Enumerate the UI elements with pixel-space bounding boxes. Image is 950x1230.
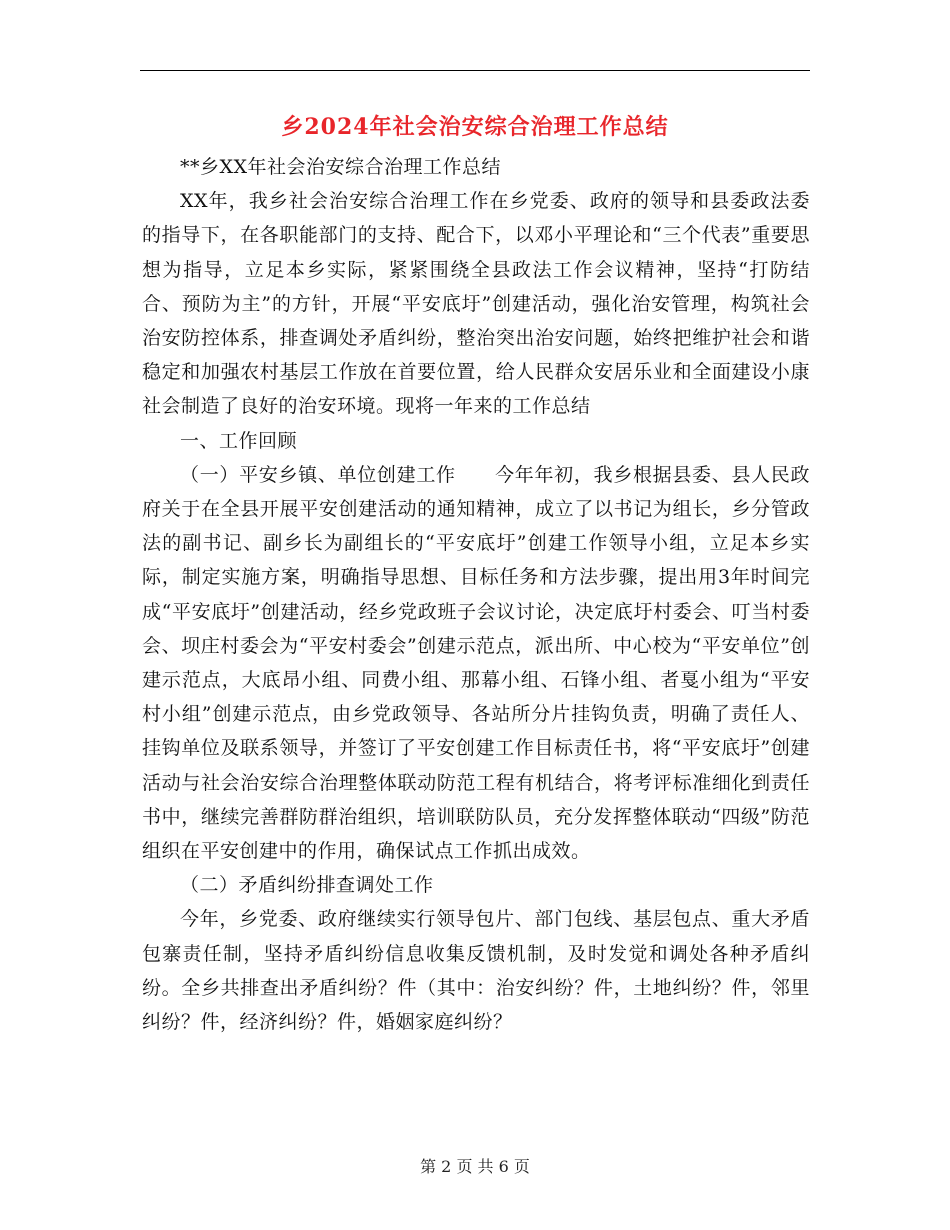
safety-creation-paragraph: （一）平安乡镇、单位创建工作 今年年初，我乡根据县委、县人民政府关于在全县开展平安创建活动的通知精神，成立了以书记为组长，乡分管政法的副书记、副乡长为副组长的“平安底圩”创建工作领导小组，立足本乡实际，制定实施方案，明确指导思想、目标任务和方法步骤，提出用3年时间完成“平安底圩”创建活动，经乡党政班子会议讨论，决定底圩村委会、叮当村委会、坝庄村委会为“平安村委会”创建示范点，派出所、中心校为“平安单位”创建示范点，大底昂小组、同费小组、那幕小组、石锋小组、者戛小组为“平安村小组”创建示范点，由乡党政领导、各站所分片挂钩负责，明确了责任人、挂钩单位及联系领导，并签订了平安创建工作目标责任书，将“平安底圩”创建活动与社会治安综合治理整体联动防范工程有机结合，将考评标准细化到责任书中，继续完善群防群治组织，培训联防队员，充分发挥整体联动“四级”防范组织在平安创建中的作用，确保试点工作抓出成效。	[142, 463, 810, 863]
subsection-heading-disputes: （二）矛盾纠纷排查调处工作	[180, 874, 434, 897]
section-heading-review: 一、工作回顾	[180, 429, 298, 452]
document-title: 乡2024年社会治安综合治理工作总结	[281, 114, 669, 140]
page-number-footer: 第 2 页 共 6 页	[420, 1157, 530, 1176]
document-body	[142, 150, 810, 1039]
intro-paragraph: XX年，我乡社会治安综合治理工作在乡党委、政府的领导和县委政法委的指导下，在各职能部门的支持、配合下，以邓小平理论和“三个代表”重要思想为指导，立足本乡实际，紧紧围绕全县政法工作会议精神，坚持“打防结合、预防为主”的方针，开展“平安底圩”创建活动，强化治安管理，构筑社会治安防控体系，排查调处矛盾纠纷，整治突出治安问题，始终把维护社会和谐稳定和加强农村基层工作放在首要位置，给人民群众安居乐业和全面建设小康社会制造了良好的治安环境。现将一年来的工作总结	[142, 190, 810, 418]
header-rule	[140, 70, 810, 71]
subtitle-paragraph: **乡XX年社会治安综合治理工作总结	[180, 156, 502, 178]
disputes-paragraph: 今年，乡党委、政府继续实行领导包片、部门包线、基层包点、重大矛盾包寨责任制，坚持矛盾纠纷信息收集反馈机制，及时发觉和调处各种矛盾纠纷。全乡共排查出矛盾纠纷？件（其中：治安纠纷？件，土地纠纷？件，邻里纠纷？件，经济纠纷？件，婚姻家庭纠纷？	[142, 908, 810, 1034]
